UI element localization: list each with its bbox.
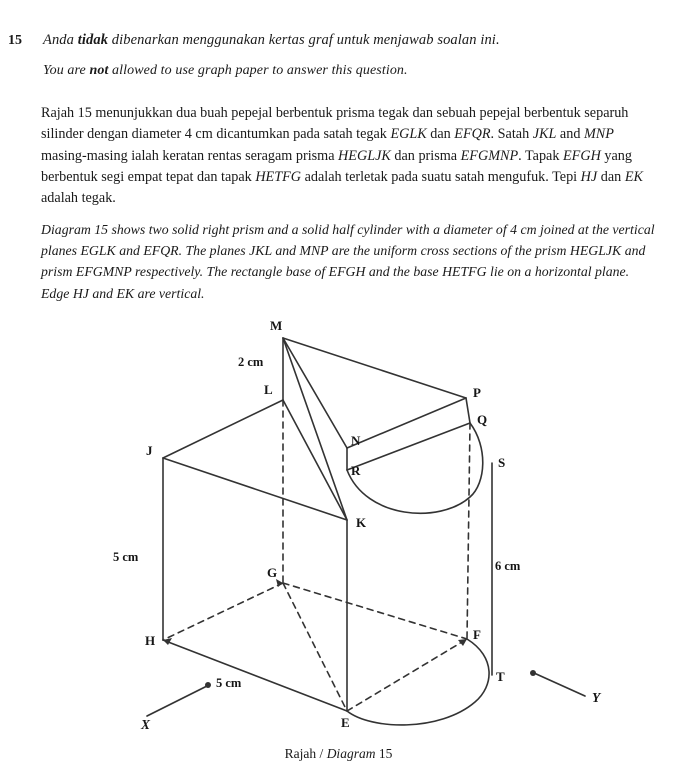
label-L: L [264, 382, 273, 397]
edge-P-Q [466, 398, 470, 423]
caption-separator: / [316, 746, 327, 761]
edge-L-J [163, 400, 283, 458]
diagram-svg [0, 312, 677, 737]
dimension-height-top: 2 cm [238, 355, 264, 369]
arrow-line-Y [534, 673, 585, 696]
label-K: K [356, 515, 367, 530]
instruction-malay-before: Anda [43, 32, 78, 48]
question-number: 15 [8, 33, 22, 48]
instruction-malay [43, 32, 500, 49]
caption-english: Diagram [326, 746, 376, 761]
cylinder-top-arc [347, 423, 483, 513]
edge-R-Q [347, 423, 470, 470]
caption-number: 15 [378, 746, 393, 761]
instruction-english [43, 63, 408, 79]
left-prism-edges [163, 400, 347, 711]
edge-E-F-hidden [347, 639, 467, 711]
arrow-H [163, 638, 172, 645]
diagram-caption [0, 746, 677, 762]
question-body-english: Diagram 15 shows two solid right prism and a solid half cylinder with a diameter of 4 cm joined at the vertical planes EGLK and EFQR. The planes JKL and MNP are the uniform cross sections of the prism HEGLJK and prism EFGMNP respectively. The rectangle base of EFGH and the base HETFG lie on a horizontal plane. Edge HJ and EK are vertical. [41, 222, 655, 301]
label-N: N [351, 433, 361, 448]
pointer-arrows [147, 673, 585, 716]
label-Y: Y [592, 690, 601, 705]
label-H: H [145, 633, 156, 648]
label-G: G [267, 565, 278, 580]
edge-G-H-hidden [163, 583, 283, 640]
half-cylinder-edges [347, 423, 492, 725]
instruction-malay-bold: tidak [77, 32, 109, 48]
instruction-english-bold: not [89, 63, 109, 78]
label-M: M [270, 318, 283, 333]
edge-M-K [283, 338, 347, 520]
question-body-malay: Rajah 15 menunjukkan dua buah pepejal berbentuk prisma tegak dan sebuah pepejal berbentuk separuh silinder dengan diameter 4 cm dicantumkan pada satah tegak EGLK dan EFQR. Satah JKL and MNP masing-masing ialah keratan rentas seragam prisma HEGLJK dan prisma EFGMNP. Tapak EFGH yang berbentuk segi empat tepat dan tapak HETFG adalah terletak pada suatu satah mengufuk. Tepi HJ dan EK adalah tegak. [41, 105, 643, 207]
dimension-height-right: 6 cm [495, 559, 521, 573]
arrowhead-Y [530, 670, 536, 676]
arrowhead-X [205, 682, 211, 688]
label-E: E [341, 715, 350, 730]
label-R: R [351, 463, 361, 478]
hidden-edges [163, 400, 470, 711]
instruction-english-after: allowed to use graph paper to answer this question. [108, 63, 408, 78]
edge-Q-F-hidden [467, 423, 470, 639]
arrow-line-X [147, 686, 207, 716]
upper-prism-edges [283, 338, 470, 520]
edge-M-N [283, 338, 347, 448]
edge-H-E [163, 640, 347, 711]
instruction-english-before: You are [43, 63, 90, 78]
label-S: S [498, 455, 506, 470]
dimension-base-front: 5 cm [216, 676, 242, 690]
label-J: J [146, 443, 153, 458]
edge-N-P [347, 398, 466, 448]
arrow-F [458, 639, 467, 646]
label-F: F [473, 627, 481, 642]
dimension-height-left: 5 cm [113, 550, 139, 564]
label-P: P [473, 385, 481, 400]
instruction-malay-after: dibenarkan menggunakan kertas graf untuk menjawab soalan ini. [108, 32, 500, 48]
diagram-15 [0, 312, 677, 737]
label-X: X [141, 717, 151, 732]
edge-G-F-hidden [283, 583, 467, 639]
edge-M-P [283, 338, 466, 398]
cylinder-bottom-arc [347, 639, 489, 725]
label-T: T [496, 669, 505, 684]
edge-G-E-hidden [283, 583, 347, 711]
label-Q: Q [477, 412, 488, 427]
hidden-edge-arrowheads [163, 579, 467, 646]
caption-malay: Rajah [284, 746, 317, 761]
